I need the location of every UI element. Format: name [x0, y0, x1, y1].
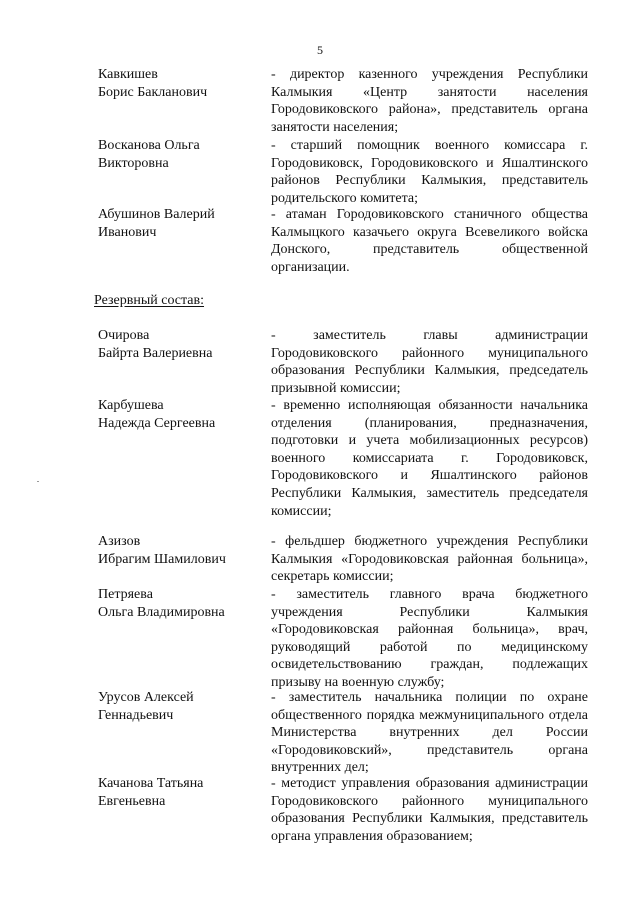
member-role: - временно исполняющая обязанности начальника отделения (планирования, предназначения, подготовки и учета мобилизационных ресурсов) военного комиссариата г. Городовиковск, Городовиковского и Яшалтинского районов Республики Калмыкия, заместитель председателя комиссии; — [271, 398, 588, 519]
member-given-names: Ибрагим Шамилович — [98, 551, 226, 567]
member-role: - заместитель начальника полиции по охране общественного порядка межмуниципального отдела Министерства внутренних дел России «Городовиковский», представитель органа внутренних дел; — [271, 690, 588, 776]
member-role: - фельдшер бюджетного учреждения Республики Калмыкия «Городовиковская районная больница», секретарь комиссии; — [271, 534, 588, 585]
member-surname: Очирова — [98, 328, 150, 343]
member-name — [98, 397, 263, 432]
member-given-names: Борис Бакланович — [98, 84, 208, 100]
member-given-names: Геннадьевич — [98, 707, 174, 723]
member-role: - методист управления образования администрации Городовиковского районного муниципального образования Республики Калмыкия, представитель органа управления образованием; — [271, 776, 588, 844]
member-surname: Петряева — [98, 587, 153, 602]
member-name — [98, 206, 263, 241]
reserve-section-title: Резервный состав: — [94, 293, 205, 308]
scan-speck — [37, 481, 39, 482]
member-role: - заместитель главного врача бюджетного учреждения Республики Калмыкия «Городовиковская районная больница», врач, руководящий работой по медицинскому освидетельствованию граждан, подлежащих призыву на военную службу; — [271, 587, 588, 690]
member-name — [98, 775, 263, 810]
member-surname: Абушинов Валерий — [98, 207, 215, 222]
member-surname: Карбушева — [98, 398, 164, 413]
member-name — [98, 586, 263, 621]
member-surname: Кавкишев — [98, 67, 158, 82]
member-given-names: Надежда Сергеевна — [98, 415, 216, 431]
member-name — [98, 689, 263, 724]
page-number: 5 — [317, 43, 323, 57]
member-role: - атаман Городовиковского станичного общества Калмыцкого казачьего округа Всевеликого войска Донского, представитель общественной организации. — [271, 207, 588, 275]
member-name — [98, 137, 263, 172]
member-surname: Восканова Ольга — [98, 138, 200, 153]
member-given-names: Евгеньевна — [98, 793, 166, 809]
member-surname: Азизов — [98, 534, 141, 549]
member-name — [98, 66, 263, 101]
member-given-names: Иванович — [98, 224, 157, 240]
member-name — [98, 327, 263, 362]
member-role: - заместитель главы администрации Городовиковского районного муниципального образования Республики Калмыкия, председатель призывной комиссии; — [271, 328, 588, 396]
member-given-names: Ольга Владимировна — [98, 604, 225, 620]
member-name — [98, 533, 263, 568]
member-given-names: Байрта Валериевна — [98, 345, 213, 361]
member-surname: Урусов Алексей — [98, 690, 194, 705]
member-surname: Качанова Татьяна — [98, 776, 204, 791]
member-role: - директор казенного учреждения Республики Калмыкия «Центр занятости населения Городовиковского района», представитель органа занятости населения; — [271, 67, 588, 135]
member-given-names: Викторовна — [98, 155, 169, 171]
member-role: - старший помощник военного комиссара г. Городовиковск, Городовиковского и Яшалтинского районов Республики Калмыкия, представитель родительского комитета; — [271, 138, 588, 206]
